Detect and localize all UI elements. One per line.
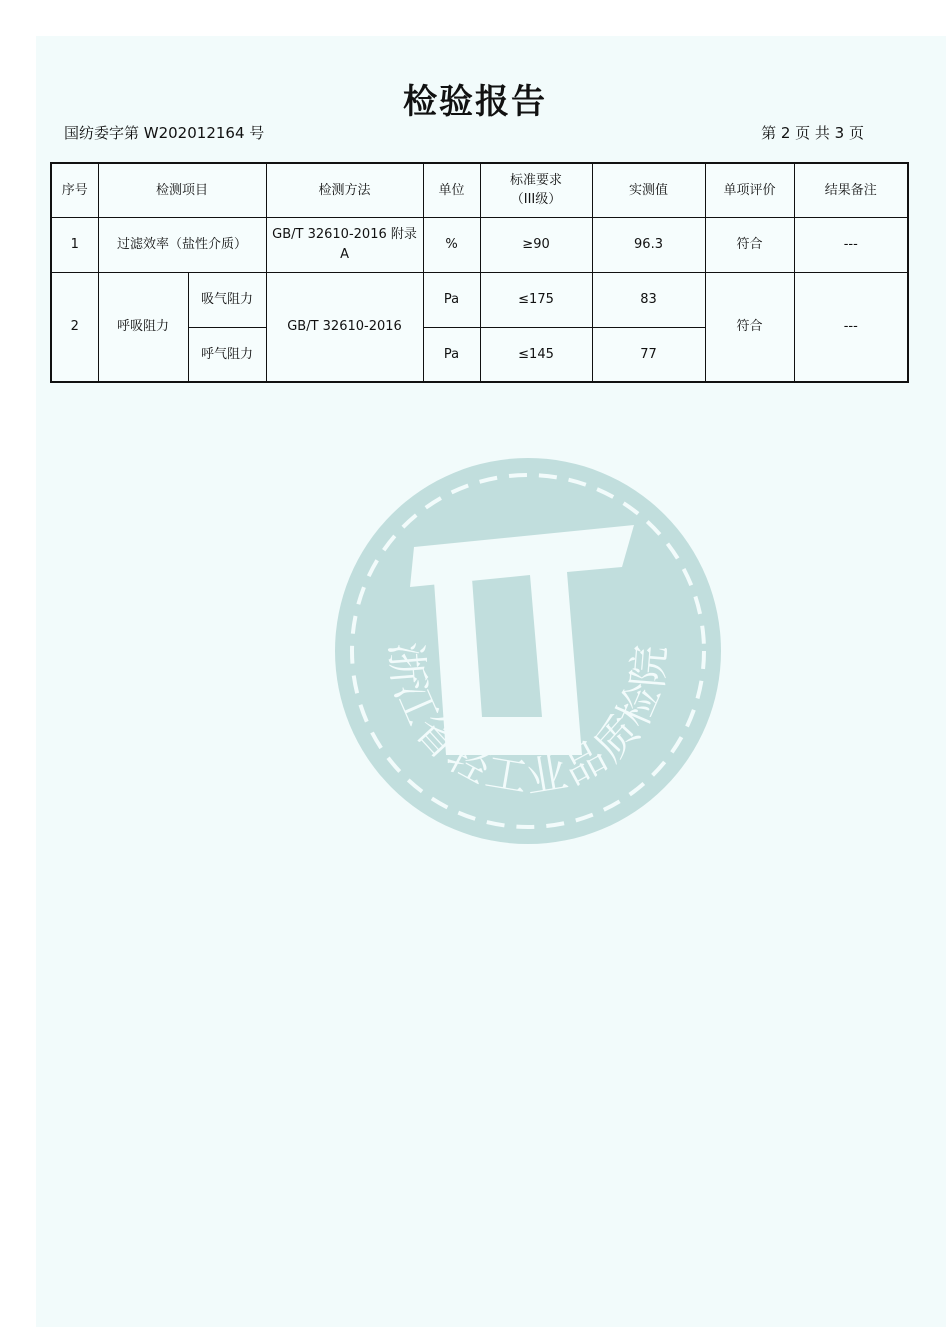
header-item: 检测项目 [98,163,266,217]
page-number: 第 2 页 共 3 页 [761,124,864,142]
row2-measured-inhale: 83 [592,272,705,327]
row1-method: GB/T 32610-2016 附录A [266,217,423,272]
table-header-row [51,163,908,217]
header-method: 检测方法 [266,163,423,217]
header-seq: 序号 [51,163,98,217]
report-number: 国纺委字第 W202012164 号 [64,124,265,142]
row1-standard: ≥90 [480,217,592,272]
header-standard: 标准要求 （III级） [480,163,592,217]
row2-unit-inhale: Pa [423,272,480,327]
report-title: 检验报告 [403,82,547,122]
row2-remark: --- [794,272,908,382]
row1-measured: 96.3 [592,217,705,272]
row2-subitem-inhale: 吸气阻力 [188,272,266,327]
row1-remark: --- [794,217,908,272]
row1-evaluation: 符合 [705,217,794,272]
row1-seq: 1 [51,217,98,272]
official-seal [332,455,724,847]
row1-item: 过滤效率（盐性介质） [98,217,266,272]
table-row [51,272,908,327]
row2-unit-exhale: Pa [423,327,480,382]
row1-unit: % [423,217,480,272]
row2-standard-exhale: ≤145 [480,327,592,382]
header-measured: 实测值 [592,163,705,217]
row2-seq: 2 [51,272,98,382]
table-row [51,217,908,272]
header-unit: 单位 [423,163,480,217]
row2-standard-inhale: ≤175 [480,272,592,327]
row2-method: GB/T 32610-2016 [266,272,423,382]
row2-evaluation: 符合 [705,272,794,382]
row2-item: 呼吸阻力 [98,272,188,382]
header-evaluation: 单项评价 [705,163,794,217]
results-table [50,162,909,383]
seal-text: 浙江省轻工业品质检院 [380,640,676,803]
row2-subitem-exhale: 呼气阻力 [188,327,266,382]
row2-measured-exhale: 77 [592,327,705,382]
header-remark: 结果备注 [794,163,908,217]
